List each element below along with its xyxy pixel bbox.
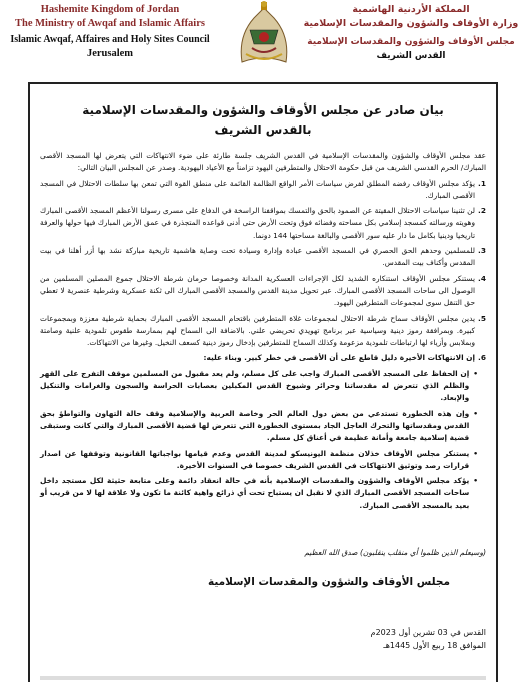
list-item (40, 273, 486, 310)
item-number: 5. (478, 313, 486, 323)
item-number: 2. (478, 206, 486, 216)
letterhead-arabic (302, 3, 520, 63)
bullet-icon: • (473, 476, 478, 486)
sub-list-item (40, 475, 478, 512)
intro-paragraph: عقد مجلس الأوقاف والشؤون والمقدسات الإسلامية في القدس الشريف جلسة طارئة على ضوء الانتهاكات التي يتعرض لها المسجد الأقصى المبارك/ الحرم القدسي الشريف من قبل حكومة الاحتلال والمتطرفين اليهود تزامناً مع الأعياد اليهودية. وصدر عن المجلس البيان التالي: (40, 151, 486, 173)
sub-list-item (40, 448, 478, 473)
signature-council: مجلس الأوقاف والشؤون والمقدسات الإسلامية (207, 576, 450, 588)
bullet-icon: • (473, 408, 478, 418)
footer-divider (40, 676, 486, 680)
bullet-icon: • (473, 368, 478, 378)
letterhead-english (0, 3, 220, 61)
ministry-name-en: The Ministry of Awqaf and Islamic Affairs (15, 18, 205, 29)
issue-dates (371, 626, 486, 652)
statement-body (40, 150, 486, 515)
item-text: لن تثنينا سياسات الاحتلال المقيتة عن الصمود بالحق والتمسك بمواقفنا الراسخة في الدفاع على مسرى رسولنا الأعظم المسجد الأقصى المبارك وهويته ورسالته كمسجد إسلامي بكل مساحته وفضائه فوق وتحت الأرض حتى أدنى قواعده المتجذرة في عمق الأرض المبارك فيها حولها والعرفة تاريخيا ودينيا بكامل ما دار عليه سور الأقصى والبالغة مساحتها 144 دونما. (40, 206, 476, 240)
title-line-2: بالقدس الشريف (214, 123, 312, 137)
city-name-en: Jerusalem (86, 48, 134, 59)
gregorian-date: القدس في 03 تشرين أول 2023م (370, 628, 486, 637)
item-number: 6. (478, 353, 486, 363)
kingdom-name-ar: المملكة الأردنية الهاشمية (352, 4, 470, 15)
sub-item-text: وإن هذه الخطورة تستدعي من بعض دول العالم الحر وخاصة العربية والإسلامية وقف حالة التهاون والتواطؤ بحق القدس ومقدساتها والتحرك العاجل الجاد بمستوى الخطورة التي تتعرض لها قضية الأقصى المبارك والتي كانت وستبقى قضية إسلامية جامعة وأمانة عظيمة في أعناق كل مسلم. (40, 408, 470, 443)
hijri-date: الموافق 18 ربيع الأول 1445هـ (383, 641, 486, 650)
list-item (40, 313, 486, 350)
title-line-1: بيان صادر عن مجلس الأوقاف والشؤون والمقدسات الإسلامية (82, 103, 444, 117)
city-name-ar: القدس الشريف (376, 51, 446, 61)
list-item (40, 352, 486, 364)
list-item (40, 178, 486, 203)
quran-quote: (وسيعلم الذين ظلموا أي منقلب ينقلبون) صدق الله العظيم (304, 548, 486, 557)
sub-item-text: يستنكر مجلس الأوقاف خذلان منظمة اليونيسكو لمدينة القدس وعدم قيامها بواجباتها القانونية وتوقفها عن اصدار قرارات رصد وتوثيق الانتهاكات في القدس الشريف خصوصا في السنوات الأخيرة. (40, 448, 470, 470)
item-text: يؤكد مجلس الأوقاف رفضه المطلق لفرض سياسات الأمر الواقع الظالمة القائمة على منطق القوة التي تمعن بها سلطات الاحتلال في المسجد الأقصى المبارك. (40, 178, 476, 200)
statement-title (40, 100, 486, 140)
sub-item-text: إن الحفاظ على المسجد الأقصى المبارك واجب على كل مسلم، ولم يعد مقبول من المسلمين موقف التفرج على القهر والظلم الذي تتعرض له مقدساتنا وحرائر وشيوخ القدس المكبلين بعصابات الحراسة والسجون والغرامات والتنكيل والإبعاد. (40, 368, 470, 403)
list-item (40, 205, 486, 242)
jordan-coat-of-arms-icon (232, 0, 296, 70)
ministry-name-ar: وزارة الأوقاف والشؤون والمقدسات الإسلامية (303, 18, 519, 29)
item-number: 4. (478, 273, 486, 283)
council-name-ar: مجلس الأوقاف والشؤون والمقدسات الإسلامية (307, 37, 515, 47)
kingdom-name-en: Hashemite Kingdom of Jordan (40, 4, 180, 15)
sub-item-text: يؤكد مجلس الأوقاف والشؤون والمقدسات الإسلامية بأنه في حالة انعقاد دائمة وعلى متابعة حثيثة لكل مستجد داخل ساحات المسجد الأقصى المبارك الذي لا نقبل ان يستباح تحت أي ذرائع واهية كائنة ما تكون ولا علاقة لها لا من قريب أو بعيد بالمسجد الأقصى المبارك. (40, 476, 470, 510)
sub-list-item (40, 408, 478, 445)
item-text: يدين مجلس الأوقاف سماح شرطة الاحتلال لمجموعات غلاة المتطرفين باقتحام المسجد الأقصى المبارك بحماية شرطية معززة وبمجموعات كبيرة. وبمرافقة رموز دينية وسياسية عبر برنامج تهويدي تحريضي علني. بالاضافة الى السماح لهم بممارسة طقوس تلمودية علنية وصامتة وبملابس وأزياء لها ارتباطات تلمودية مزعومة وكذلك السماح للمتطرفين بإدخال رموز دينية كسعف النخيل. وغيرها من الانتهاكات. (40, 313, 476, 348)
council-name-en: Islamic Awqaf, Affaires and Holy Sites Council (10, 34, 210, 45)
list-item (40, 245, 486, 270)
sub-list-item (40, 368, 478, 405)
item-number: 1. (478, 178, 486, 188)
item-text: يستنكر مجلس الأوقاف استنكاره الشديد لكل الإجراءات العسكرية المدانة وخصوصا حرمان شرطة الاحتلال جموع المصلين المسلمين من الوصول الى ساحات المسجد الأقصى المبارك. عبر تحويل مدينة القدس والمسجد الأقصى المبارك الى ثكنة عسكرية وشرطية عنصرية لا تعطي حق التنقل سوى لمجموعات المتطرفين اليهود. (40, 273, 476, 308)
item-text: للمسلمين وحدهم الحق الحصري في المسجد الأقصى عبادة وإدارة وسيادة تحت وصاية هاشمية تاريخية مباركة نشد بها أزر أهلنا في بيت المقدس وأكناف بيت المقدس. (40, 246, 476, 268)
item-number: 3. (478, 246, 486, 256)
bullet-icon: • (473, 448, 478, 458)
item-text: إن الانتهاكات الأخيرة دليل قاطع على أن الأقصى في خطر كبير. وبناء عليه: (203, 353, 476, 363)
